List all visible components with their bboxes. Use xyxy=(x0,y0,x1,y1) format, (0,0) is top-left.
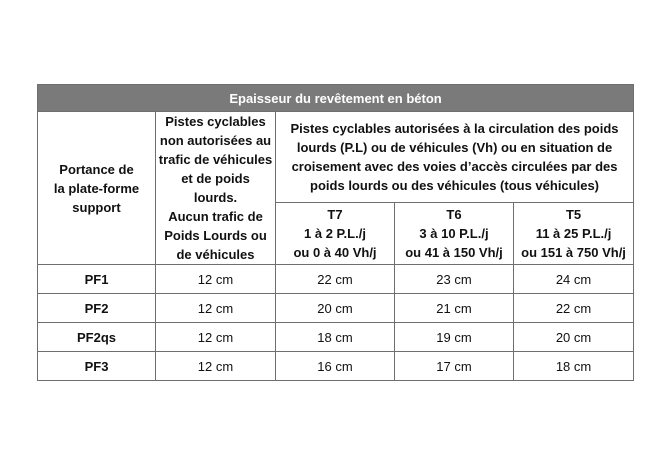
traffic-group-header-line: poids lourds ou des véhicules (tous véhicules) xyxy=(310,177,599,193)
table-cell: 18 cm xyxy=(514,352,634,381)
table-cell: 20 cm xyxy=(514,323,634,352)
no-traffic-header-line: non autorisées au xyxy=(159,133,272,148)
table-cell: 20 cm xyxy=(276,294,395,323)
row-label: PF1 xyxy=(38,265,156,294)
table-cell: 12 cm xyxy=(156,352,276,381)
table-cell: 12 cm xyxy=(156,294,276,323)
no-traffic-header-line: Pistes cyclables xyxy=(165,114,266,129)
traffic-group-header xyxy=(276,112,634,203)
traffic-class-pl: 3 à 10 P.L./j xyxy=(419,225,489,241)
portance-header-line: Portance de xyxy=(59,161,134,177)
table-row-pf3 xyxy=(38,352,634,381)
table-cell: 22 cm xyxy=(514,294,634,323)
table-row-pf2 xyxy=(38,294,634,323)
traffic-class-code: T7 xyxy=(327,206,343,222)
traffic-group-header-line: Pistes cyclables autorisées à la circulation des poids xyxy=(290,120,619,136)
traffic-class-vh: ou 41 à 150 Vh/j xyxy=(405,244,503,260)
portance-header xyxy=(38,112,156,265)
no-traffic-header-line: de véhicules xyxy=(176,247,255,262)
table-row-pf2qs xyxy=(38,323,634,352)
no-traffic-header xyxy=(156,112,276,265)
no-traffic-header-line: Poids Lourds ou xyxy=(164,228,267,243)
traffic-group-header-line: lourds (P.L) ou de véhicules (Vh) ou en situation de xyxy=(296,139,613,155)
table-cell: 17 cm xyxy=(395,352,514,381)
portance-header-line: support xyxy=(72,199,121,215)
traffic-class-header-t7 xyxy=(276,202,395,264)
no-traffic-header-line: trafic de véhicules xyxy=(158,152,273,167)
table-cell: 16 cm xyxy=(276,352,395,381)
no-traffic-header-line: et de poids lourds. xyxy=(181,171,250,205)
traffic-group-header-line: croisement avec des voies d’accès circulées par des xyxy=(291,158,618,174)
traffic-class-code: T5 xyxy=(565,206,582,222)
thickness-table xyxy=(37,84,634,381)
row-label: PF2qs xyxy=(38,323,156,352)
traffic-class-code: T6 xyxy=(446,206,462,222)
table-cell: 21 cm xyxy=(395,294,514,323)
traffic-class-header-t5 xyxy=(514,202,634,264)
table-cell: 12 cm xyxy=(156,323,276,352)
table-cell: 18 cm xyxy=(276,323,395,352)
no-traffic-header-line: Aucun trafic de xyxy=(168,209,263,224)
traffic-class-header-t6 xyxy=(395,202,514,264)
table-cell: 19 cm xyxy=(395,323,514,352)
traffic-class-vh: ou 0 à 40 Vh/j xyxy=(293,244,377,260)
table-title: Epaisseur du revêtement en béton xyxy=(38,85,634,112)
traffic-class-pl: 11 à 25 P.L./j xyxy=(535,225,612,241)
row-label: PF3 xyxy=(38,352,156,381)
table-cell: 22 cm xyxy=(276,265,395,294)
table-row-pf1 xyxy=(38,265,634,294)
traffic-class-vh: ou 151 à 750 Vh/j xyxy=(521,244,626,260)
portance-header-line: la plate-forme xyxy=(53,180,140,196)
table-cell: 23 cm xyxy=(395,265,514,294)
traffic-class-pl: 1 à 2 P.L./j xyxy=(304,225,366,241)
table-cell: 24 cm xyxy=(514,265,634,294)
table-cell: 12 cm xyxy=(156,265,276,294)
row-label: PF2 xyxy=(38,294,156,323)
